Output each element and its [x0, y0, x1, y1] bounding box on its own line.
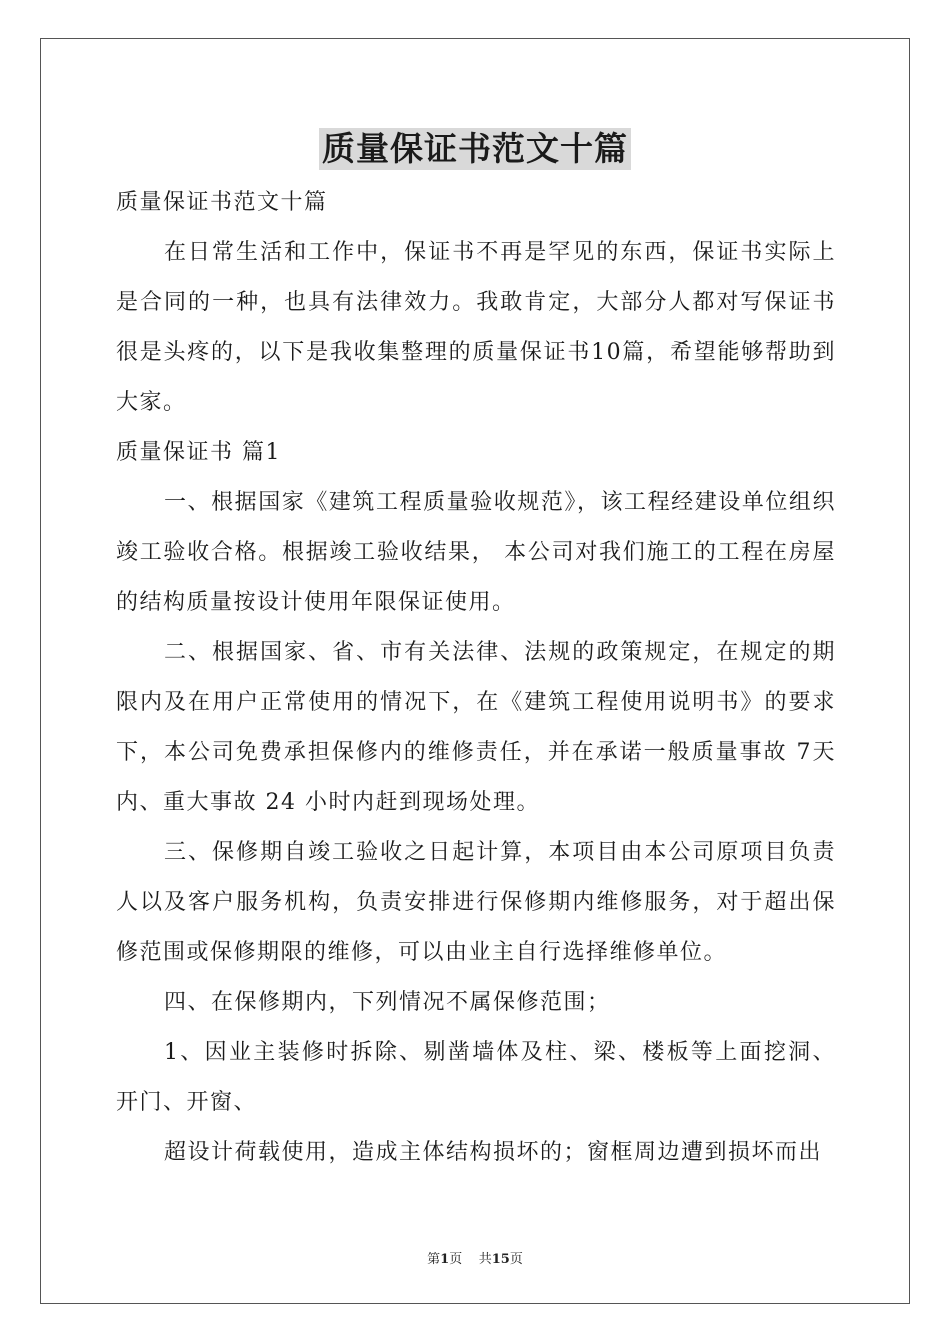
- paragraph: 在日常生活和工作中，保证书不再是罕见的东西，保证书实际上是合同的一种，也具有法律效力。我敢肯定，大部分人都对写保证书很是头疼的，以下是我收集整理的质量保证书10篇，希望能够帮助到大家。: [116, 240, 836, 415]
- page-total: 15: [491, 1252, 510, 1267]
- document-subtitle: 质量保证书范文十篇: [116, 190, 328, 215]
- document-title: 质量保证书范文十篇: [319, 128, 631, 170]
- section-heading: 质量保证书 篇1: [116, 440, 281, 465]
- title-container: [0, 128, 950, 170]
- page-suffix: 页: [449, 1252, 463, 1267]
- page-current: 1: [440, 1252, 450, 1267]
- page-footer: [0, 1248, 950, 1267]
- document-body: [116, 178, 836, 1178]
- total-suffix: 页: [509, 1252, 523, 1267]
- paragraph: 四、在保修期内，下列情况不属保修范围；: [164, 990, 611, 1015]
- paragraph: 二、根据国家、省、市有关法律、法规的政策规定，在规定的期限内及在用户正常使用的情况下，在《建筑工程使用说明书》的要求下，本公司免费承担保修内的维修责任，并在承诺一般质量事故 7天 内、重大事故 24 小时内赶到现场处理。: [116, 640, 836, 815]
- page-prefix: 第: [427, 1252, 441, 1267]
- total-prefix: 共: [478, 1252, 492, 1267]
- paragraph: 一、根据国家《建筑工程质量验收规范》，该工程经建设单位组织竣工验收合格。根据竣工验收结果， 本公司对我们施工的工程在房屋的结构质量按设计使用年限保证使用。: [116, 490, 836, 615]
- paragraph: 1、因业主装修时拆除、剔凿墙体及柱、梁、楼板等上面挖洞、开门、开窗、: [116, 1040, 836, 1115]
- paragraph: 三、保修期自竣工验收之日起计算，本项目由本公司原项目负责人以及客户服务机构，负责安排进行保修期内维修服务，对于超出保修范围或保修期限的维修，可以由业主自行选择维修单位。: [116, 840, 836, 965]
- paragraph: 超设计荷载使用，造成主体结构损坏的；窗框周边遭到损坏而出: [164, 1140, 823, 1165]
